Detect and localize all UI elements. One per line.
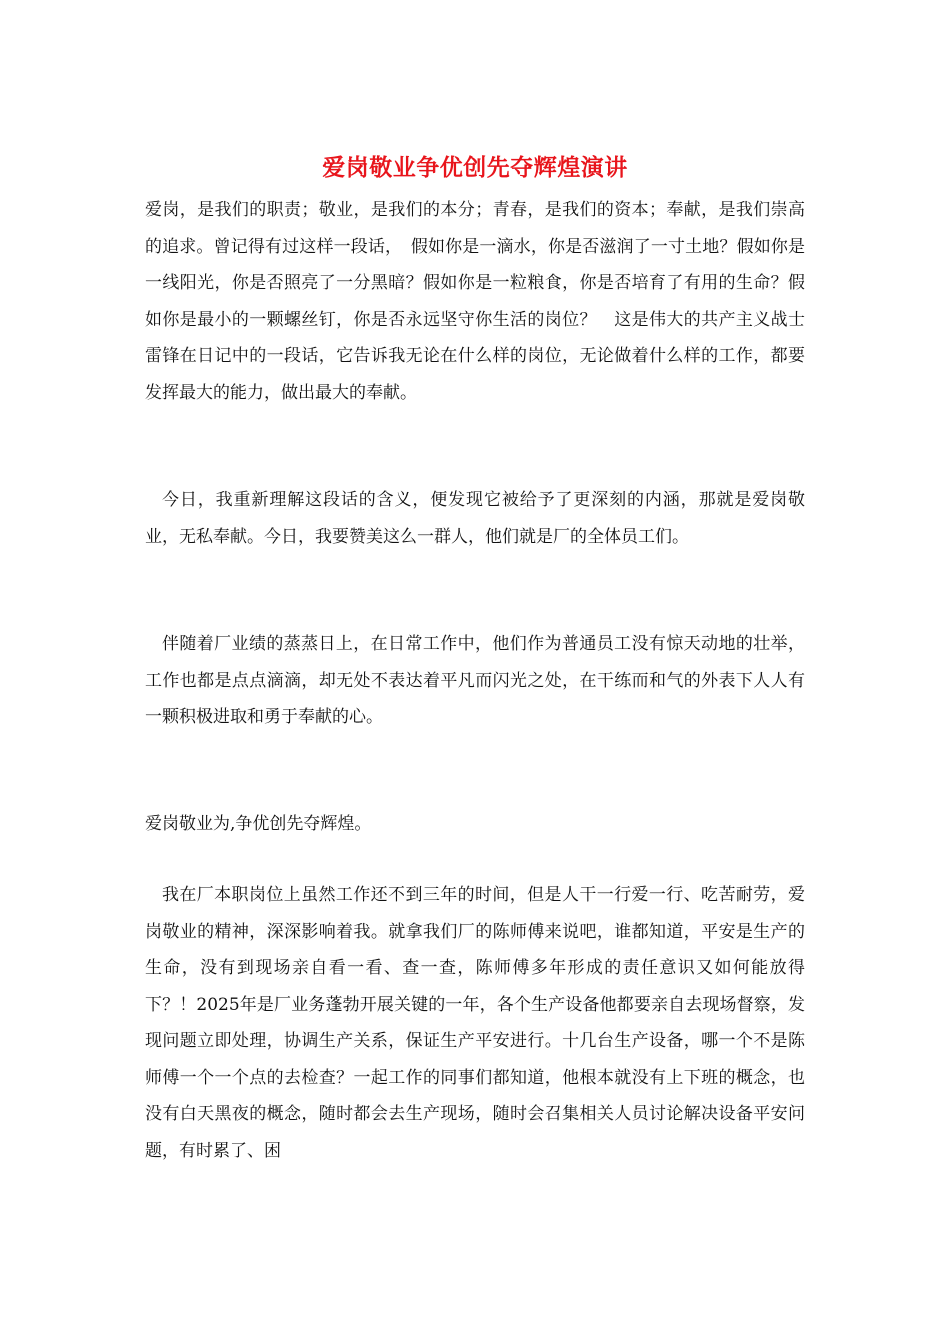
paragraph-1: 爱岗，是我们的职责；敬业，是我们的本分；青春，是我们的资本；奉献，是我们崇高的追求。曾记得有过这样一段话， 假如你是一滴水，你是否滋润了一寸土地？假如你是一线阳光，你是否照亮了一分黑暗？假如你是一粒粮食，你是否培育了有用的生命？假如你是最小的一颗螺丝钉，你是否永远坚守你生活的岗位？ 这是伟大的共产主义战士雷锋在日记中的一段话，它告诉我无论在什么样的岗位，无论做着什么样的工作，都要发挥最大的能力，做出最大的奉献。 — [145, 200, 805, 403]
paragraph-5: 我在厂本职岗位上虽然工作还不到三年的时间，但是人干一行爱一行、吃苦耐劳，爱岗敬业的精神，深深影响着我。就拿我们厂的陈师傅来说吧，谁都知道，平安是生产的生命，没有到现场亲自看一看、查一查，陈师傅多年形成的责任意识又如何能放得下？！2025年是厂业务蓬勃开展关键的一年，各个生产设备他都要亲自去现场督察，发现问题立即处理，协调生产关系，保证生产平安进行。十几台生产设备，哪一个不是陈师傅一个一个点的去检查？一起工作的同事们都知道，他根本就没有上下班的概念，也没有白天黑夜的概念，随时都会去生产现场，随时会召集相关人员讨论解决设备平安问题，有时累了、困 — [145, 885, 805, 1161]
document-title: 爱岗敬业争优创先夺辉煌演讲 — [322, 154, 628, 181]
paragraph-2: 今日，我重新理解这段话的含义，便发现它被给予了更深刻的内涵，那就是爱岗敬业，无私奉献。今日，我要赞美这么一群人，他们就是厂的全体员工们。 — [145, 490, 805, 547]
paragraph-3: 伴随着厂业绩的蒸蒸日上，在日常工作中，他们作为普通员工没有惊天动地的壮举，工作也都是点点滴滴，却无处不表达着平凡而闪光之处，在干练而和气的外表下人人有一颗积极进取和勇于奉献的心。 — [145, 634, 805, 727]
paragraph-4: 爱岗敬业为,争优创先夺辉煌。 — [145, 814, 372, 834]
